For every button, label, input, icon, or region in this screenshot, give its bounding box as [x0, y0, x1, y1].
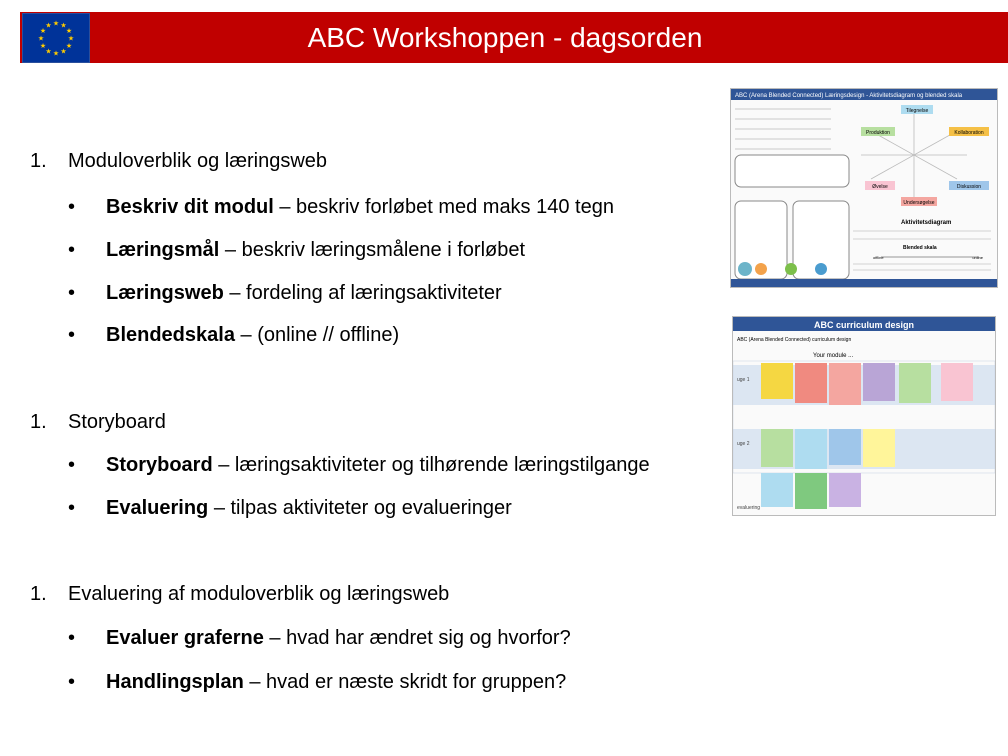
- eu-star-icon: ★: [60, 22, 67, 30]
- eu-star-icon: ★: [45, 22, 52, 30]
- node-label: Diskussion: [956, 184, 982, 190]
- section-number: 1.: [30, 150, 47, 172]
- node-label: Kollaboration: [954, 130, 984, 136]
- node-label: Tilegnelse: [905, 108, 929, 114]
- logo-line-3: ON: [954, 47, 982, 66]
- scale-offline: offline: [873, 255, 884, 260]
- thumb-tagline: Your module ...: [813, 353, 854, 359]
- node-label: Øvelse: [872, 184, 888, 190]
- eu-star-icon: ★: [67, 35, 75, 43]
- node-label: Undersøgelse: [903, 200, 935, 206]
- section-number: 1.: [30, 411, 47, 433]
- logo-line-2: SAL: [950, 29, 986, 49]
- section-title: Storyboard: [68, 411, 166, 433]
- eu-star-icon: ★: [39, 43, 47, 50]
- eu-star-icon: ★: [65, 43, 73, 50]
- absalon-logo: [936, 10, 1000, 66]
- section-number: 1.: [30, 583, 47, 605]
- eu-star-icon: ★: [39, 28, 47, 35]
- node-label: Produktion: [866, 130, 890, 136]
- thumb-title: ABC curriculum design: [813, 320, 915, 330]
- eu-flag-icon: [22, 13, 90, 63]
- activity-diagram-thumbnail: [730, 88, 998, 288]
- eu-star-icon: ★: [52, 20, 60, 28]
- blended-skala-label: Blended skala: [903, 245, 937, 251]
- eu-star-icon: ★: [37, 35, 45, 43]
- eu-star-icon: ★: [45, 48, 52, 56]
- thumb-subtitle: ABC (Arena Blended Connected) curriculum design: [737, 337, 852, 343]
- page-title: ABC Workshoppen - dagsorden: [307, 22, 703, 53]
- scale-online: online: [972, 255, 983, 260]
- aktivitetsdiagram-label: Aktivitetsdiagram: [901, 220, 952, 226]
- logo-line-1: AB: [955, 11, 981, 31]
- section-title: Evaluering af moduloverblik og læringsweb: [68, 583, 450, 605]
- row-label: evaluering: [737, 505, 761, 511]
- eu-star-icon: ★: [65, 28, 73, 35]
- row-label: uge 1: [737, 377, 750, 383]
- row-label: uge 2: [737, 441, 750, 447]
- eu-star-icon: ★: [52, 50, 60, 58]
- section-title: Moduloverblik og læringsweb: [68, 150, 328, 172]
- curriculum-design-thumbnail: [732, 316, 996, 516]
- eu-star-icon: ★: [60, 48, 67, 56]
- thumb-title: ABC (Arena Blended Connected) Læringsdesign - Aktivitetsdiagram og blended skala: [735, 93, 963, 99]
